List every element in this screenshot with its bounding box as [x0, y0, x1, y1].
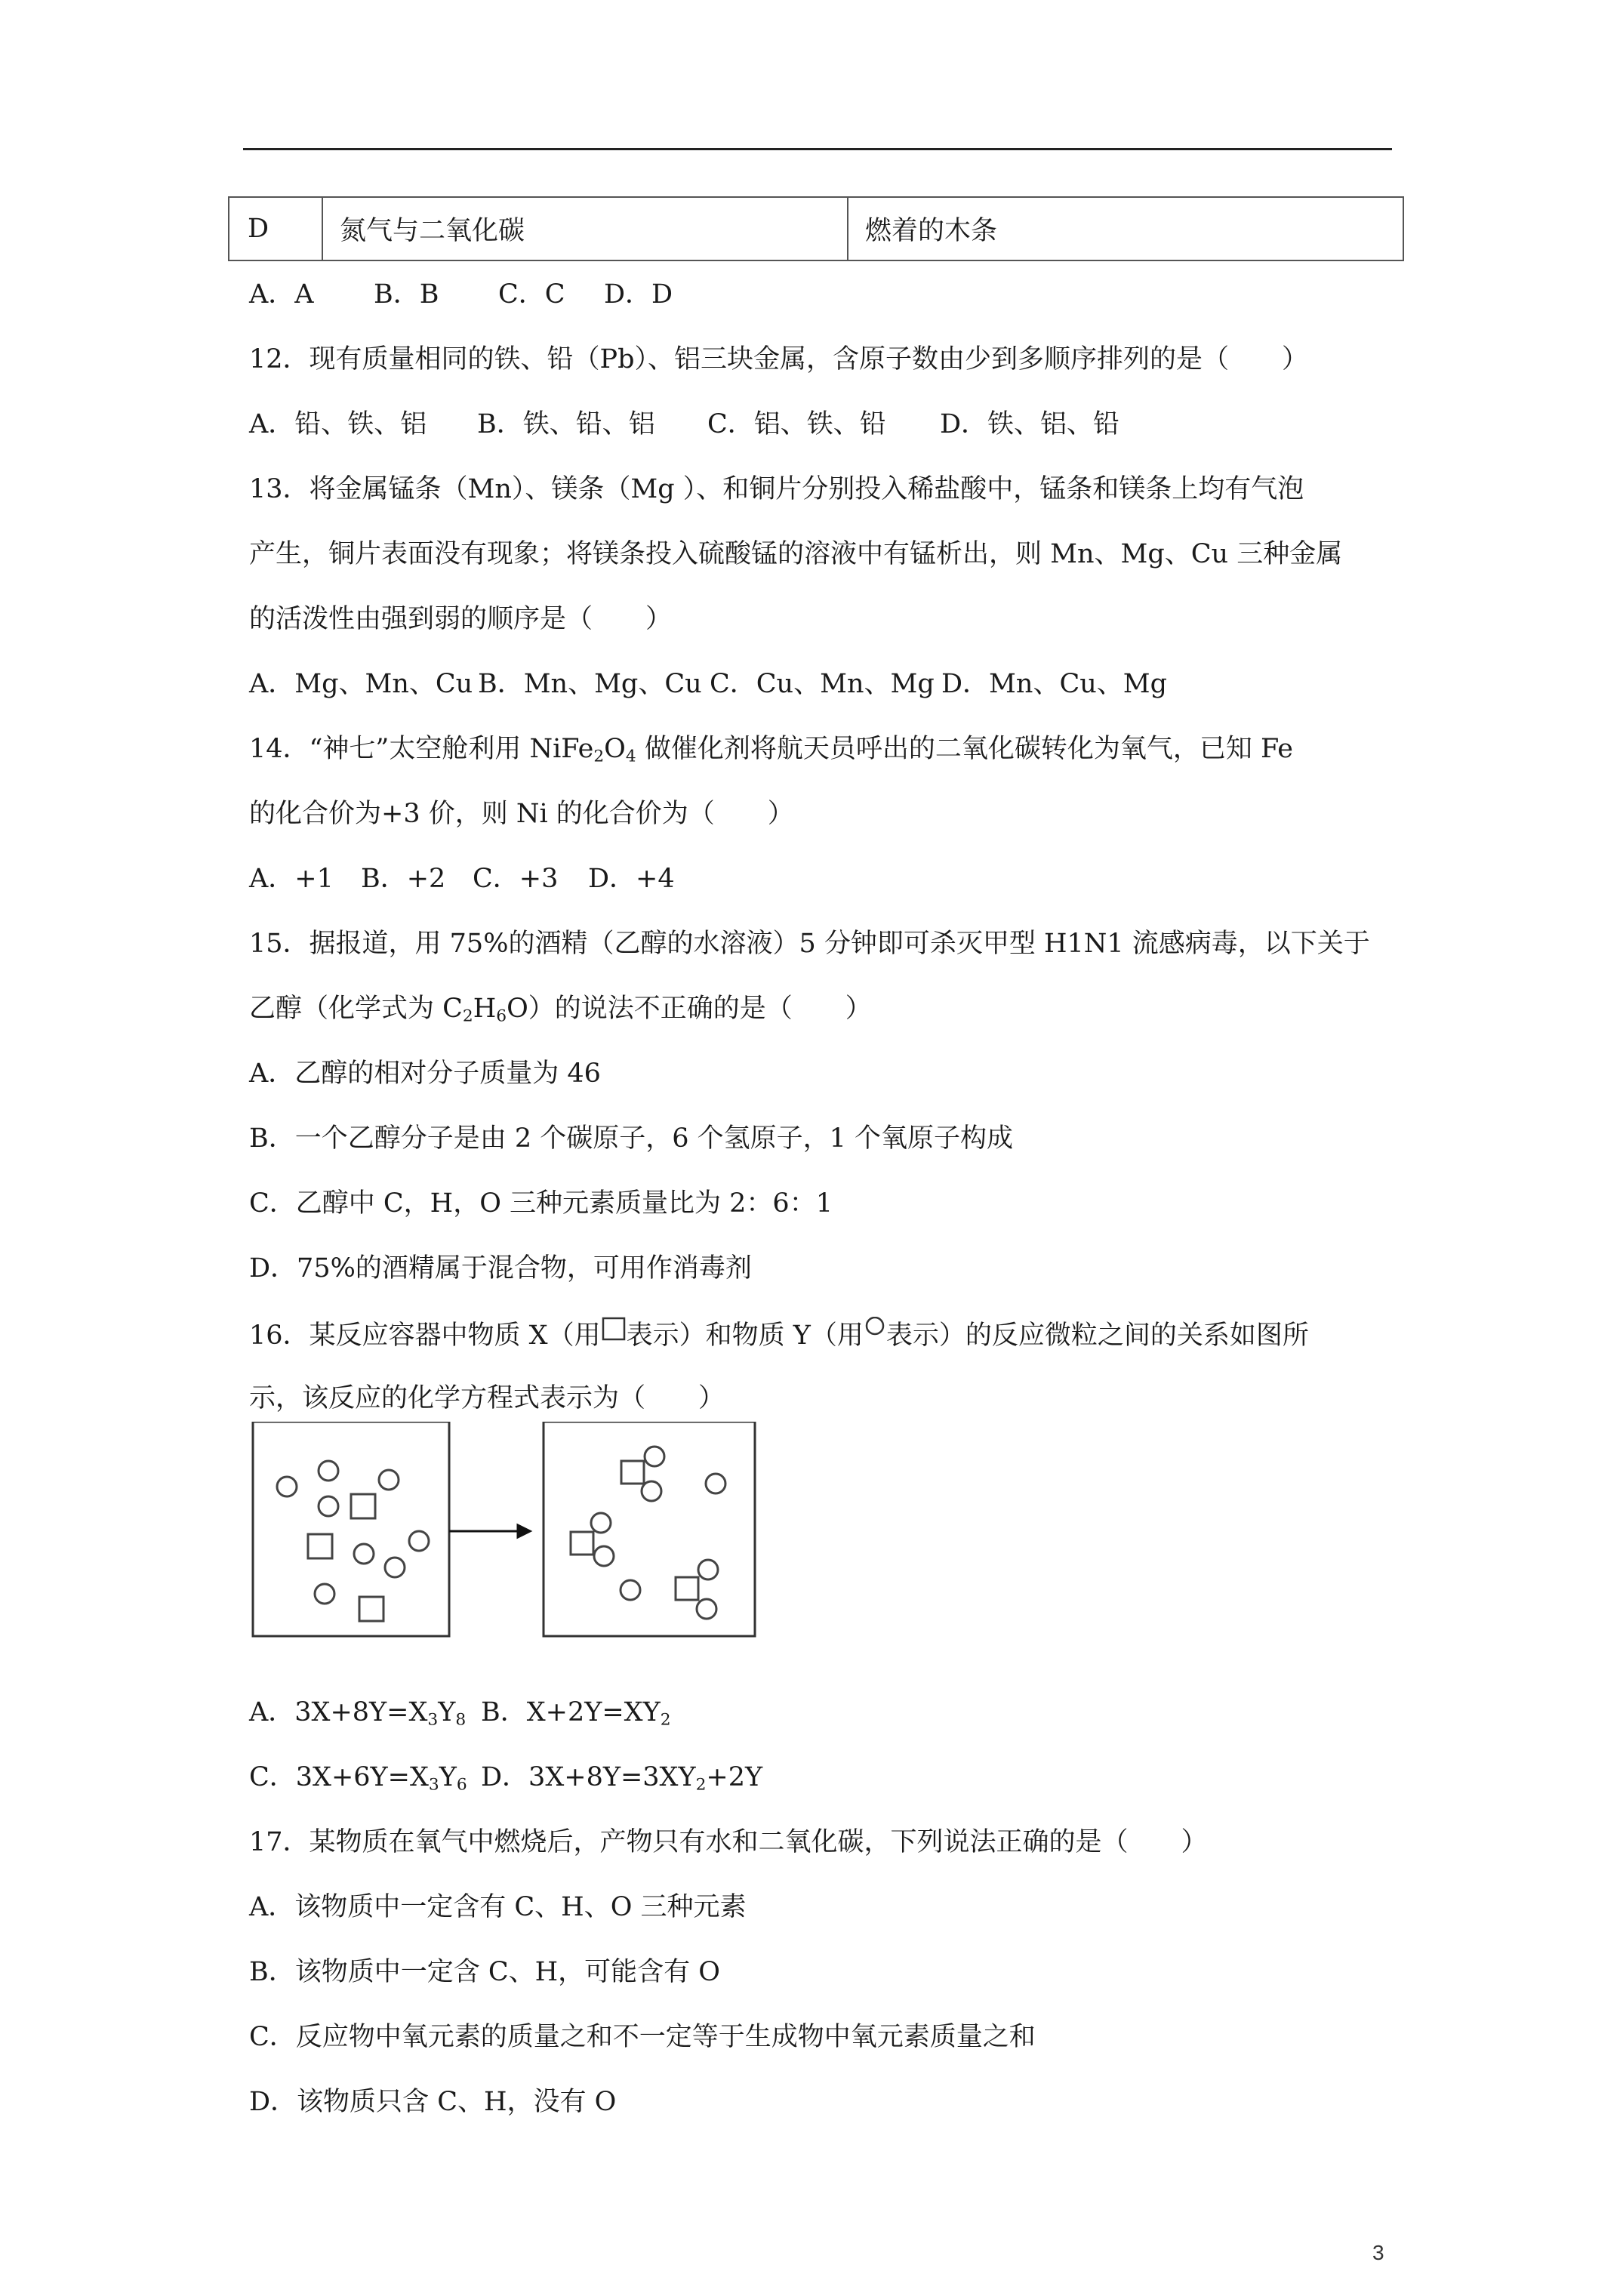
q15-sub-1: 2 — [462, 1006, 473, 1026]
options-table-row-d — [228, 196, 1404, 261]
reaction-diagram-svg — [249, 1422, 762, 1641]
y-particle — [698, 1560, 718, 1579]
q16-option-a: A．$3X+8Y=X_3Y_8$ — [249, 1697, 467, 1730]
y-particle — [319, 1461, 338, 1481]
q17-stem: 17．某物质在氧气中燃烧后，产物只有水和二氧化碳，下列说法正确的是（ ） — [249, 1827, 1208, 1857]
y-particle — [409, 1531, 429, 1551]
q14-option-d: D．+4 — [588, 864, 675, 894]
y-particle — [642, 1481, 661, 1501]
q14-option-a: A．+1 — [249, 864, 334, 894]
q15-stem-line1: 15．据报道，用 75%的酒精（乙醇的水溶液）5 分钟即可杀灭甲型 H1N1 流感病毒，以下关于 — [249, 929, 1370, 959]
q13-option-c: C．Cu、Mn、Mg — [710, 669, 935, 699]
y-particle — [594, 1546, 614, 1566]
table-cell-method: 燃着的木条 — [865, 216, 998, 246]
q15-option-c: C．乙醇中 C，H，O 三种元素质量比为 2：6：1 — [249, 1188, 833, 1219]
q12-options — [249, 408, 1119, 441]
q13-option-a: A．Mg、Mn、Cu — [249, 669, 473, 699]
q14-text-c: 做催化剂将航天员呼出的二氧化碳转化为氧气，已知 Fe — [636, 734, 1294, 764]
q11-option-d: D．D — [604, 279, 673, 310]
after-container — [544, 1422, 755, 1636]
q16-text-a: 16．某反应容器中物质 X（用 — [249, 1321, 601, 1351]
before-container — [253, 1422, 449, 1636]
q14-option-b: B．+2 — [361, 864, 446, 894]
page-number: 3 — [1372, 2241, 1384, 2264]
table-cell-label: D — [229, 198, 323, 260]
y-particle — [645, 1447, 664, 1466]
q17-option-d: D．该物质只含 C、H，没有 O — [249, 2087, 617, 2117]
q15-text-a: 乙醇（化学式为 C — [249, 994, 463, 1024]
header-rule — [243, 148, 1392, 150]
q13-stem-line3: 的活泼性由强到弱的顺序是（ ） — [249, 604, 673, 634]
q16-text-c: 表示）的反应微粒之间的关系如图所 — [885, 1321, 1309, 1351]
x-particle — [621, 1461, 644, 1484]
q16-text-b: 表示）和物质 Y（用 — [626, 1321, 864, 1351]
q12-option-a: A．铅、铁、铝 — [249, 409, 427, 439]
q17-option-a: A．该物质中一定含有 C、H、O 三种元素 — [249, 1892, 747, 1922]
x-particle — [308, 1534, 332, 1558]
y-particle — [591, 1513, 611, 1533]
q13-stem-line1: 13．将金属锰条（Mn）、镁条（Mg ）、和铜片分别投入稀盐酸中，锰条和镁条上均有气泡 — [249, 474, 1304, 504]
y-particle — [697, 1599, 716, 1619]
x-particle — [571, 1532, 593, 1555]
y-particle — [354, 1544, 374, 1564]
before-particles — [277, 1461, 429, 1621]
q12-option-d: D．铁、铝、铅 — [940, 409, 1120, 439]
q15-option-b: B．一个乙醇分子是由 2 个碳原子，6 个氢原子，1 个氧原子构成 — [249, 1123, 1014, 1154]
q14-stem-line1 — [249, 732, 1293, 766]
q14-sub-2: 4 — [625, 747, 636, 766]
reaction-diagram — [249, 1422, 762, 1641]
q14-option-c: C．+3 — [473, 864, 559, 894]
q16-stem-line1 — [249, 1317, 1309, 1354]
q16-stem-line2: 示，该反应的化学方程式表示为（ ） — [249, 1383, 725, 1413]
y-particle — [277, 1477, 297, 1496]
q15-stem-line2 — [249, 992, 872, 1025]
reaction-arrow — [449, 1525, 530, 1537]
q15-text-b: H — [473, 994, 497, 1024]
q14-stem-line2: 的化合价为+3 价，则 Ni 的化合价为（ ） — [249, 799, 794, 829]
q14-options — [249, 862, 675, 895]
y-particle — [385, 1558, 405, 1577]
q11-option-a: A．A — [249, 279, 314, 310]
q15-sub-2: 6 — [496, 1006, 507, 1026]
square-particle-icon — [601, 1317, 627, 1354]
q12-option-c: C．铝、铁、铅 — [707, 409, 886, 439]
q17-option-b: B．该物质中一定含 C、H，可能含有 O — [249, 1957, 720, 1987]
q16-option-c: C．$3X+6Y=X_3Y_6$ — [249, 1762, 467, 1795]
q16-option-b: B．$X+2Y=XY_2$ — [481, 1697, 671, 1730]
x-particle — [676, 1577, 698, 1600]
q16-option-d: D．$3X+8Y=3XY_2+2Y$ — [481, 1762, 763, 1795]
q15-option-d: D．75%的酒精属于混合物，可用作消毒剂 — [249, 1253, 752, 1284]
x-particle — [351, 1494, 375, 1518]
y-particle — [319, 1496, 338, 1516]
after-particles — [571, 1447, 725, 1619]
q13-options — [249, 667, 1167, 701]
q11-option-b: B．B — [374, 279, 439, 310]
q14-sub-1: 2 — [593, 747, 605, 766]
q17-option-c: C．反应物中氧元素的质量之和不一定等于生成物中氧元素质量之和 — [249, 2022, 1036, 2052]
q15-text-c: O）的说法不正确的是（ ） — [507, 994, 872, 1024]
table-cell-substances: 氮气与二氧化碳 — [323, 198, 848, 260]
y-particle — [315, 1584, 334, 1604]
q11-options — [249, 278, 673, 311]
q11-option-c: C．C — [498, 279, 565, 310]
q14-text-a: 14．“神七”太空舱利用 NiFe — [249, 734, 594, 764]
q15-option-a: A．乙醇的相对分子质量为 46 — [249, 1059, 601, 1089]
y-particle — [706, 1474, 725, 1493]
q16-options-ab — [249, 1696, 671, 1729]
q12-stem: 12．现有质量相同的铁、铅（Pb）、铝三块金属，含原子数由少到多顺序排列的是（ ） — [249, 344, 1308, 374]
q13-option-d: D．Mn、Cu、Mg — [941, 669, 1168, 699]
q13-stem-line2: 产生，铜片表面没有现象；将镁条投入硫酸锰的溶液中有锰析出，则 Mn、Mg、Cu 三种金属 — [249, 539, 1343, 569]
q14-text-b: O — [604, 734, 626, 764]
q16-options-cd — [249, 1761, 762, 1794]
y-particle — [621, 1580, 640, 1600]
x-particle — [359, 1597, 383, 1621]
circle-particle-icon — [864, 1317, 886, 1354]
q13-option-b: B．Mn、Mg、Cu — [478, 669, 702, 699]
q12-option-b: B．铁、铅、铝 — [477, 409, 655, 439]
y-particle — [379, 1470, 399, 1490]
